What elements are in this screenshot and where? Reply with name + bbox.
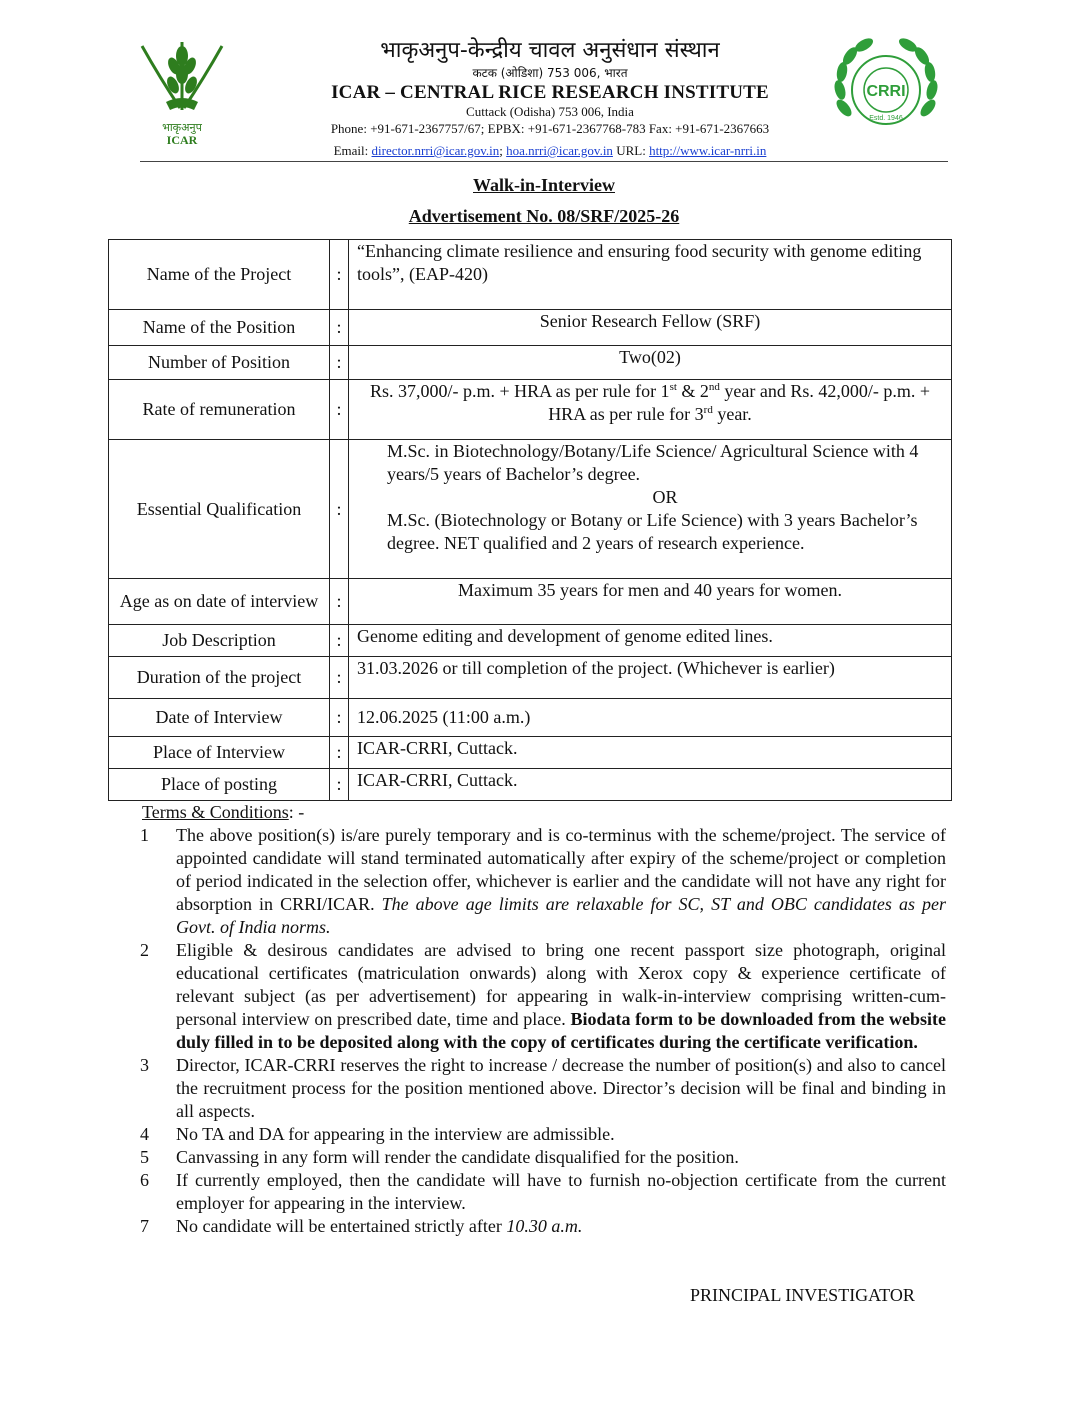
table-row (109, 346, 952, 380)
table-row (109, 737, 952, 769)
job-label: Job Description (109, 625, 330, 657)
document-title: Walk-in-Interview (473, 175, 615, 195)
table-row (109, 699, 952, 737)
icar-logo-text: ICAR (166, 133, 198, 146)
institute-name: ICAR – CENTRAL RICE RESEARCH INSTITUTE (331, 82, 769, 103)
colon: : (330, 310, 349, 346)
list-item: 1 The above position(s) is/are purely temporary and is co-terminus with the scheme/project. The service of appointed candidate will stand terminated automatically after expiry of the scheme/project or completion of period indicated in the selection offer, whichever is earlier and the candidate will not have any right for absorption in CRRI/ICAR. The above age limits are relaxable for SC, ST and OBC candidates as per Govt. of India norms. (140, 825, 946, 937)
table-row (109, 579, 952, 625)
project-label: Name of the Project (109, 240, 330, 310)
place-posting-label: Place of posting (109, 769, 330, 801)
icar-logo-hindi: भाकृअनुप (162, 121, 202, 134)
list-item: 7 No candidate will be entertained strictly after 10.30 a.m. (140, 1216, 583, 1236)
signature-block: PRINCIPAL INVESTIGATOR (690, 1285, 915, 1305)
email-separator: ; (499, 143, 503, 158)
url-label: URL: (616, 143, 646, 158)
table-row (109, 625, 952, 657)
remuneration-label: Rate of remuneration (109, 380, 330, 440)
hindi-subtitle: कटक (ओडिशा) 753 006, भारत (472, 66, 628, 80)
header-divider (140, 161, 948, 162)
terms-list (140, 824, 946, 1238)
qualification-option-1: M.Sc. in Biotechnology/Botany/Life Science/ Agricultural Science with 4 years/5 years of Bachelor’s degree. (387, 441, 919, 484)
place-interview-value: ICAR-CRRI, Cuttack. (349, 737, 952, 769)
institute-address: Cuttack (Odisha) 753 006, India (466, 104, 634, 119)
list-item: 2 Eligible & desirous candidates are advised to bring one recent passport size photograph, original educational certificates (matriculation onwards) along with Xerox copy & experience certificate of relevant subject (as per advertisement) for appearing in walk-in-interview comprising written-cum-personal interview on prescribed date, time and place. Biodata form to be downloaded from the website duly filled in to be deposited along with the copy of certificates during the certificate verification. (140, 940, 946, 1052)
email-link-director[interactable]: director.nrri@icar.gov.in (371, 143, 500, 158)
duration-label: Duration of the project (109, 657, 330, 699)
advertisement-number: Advertisement No. 08/SRF/2025-26 (408, 206, 680, 226)
colon: : (330, 579, 349, 625)
colon: : (330, 699, 349, 737)
qualification-option-2: M.Sc. (Biotechnology or Botany or Life Science) with 3 years Bachelor’s degree. NET qualified and 2 years of research experience. (387, 510, 918, 553)
place-posting-value: ICAR-CRRI, Cuttack. (349, 769, 952, 801)
colon: : (330, 440, 349, 579)
remuneration-value: Rs. 37,000/- p.m. + HRA as per rule for 1st & 2nd year and Rs. 42,000/- p.m. + HRA as per rule for 3rd year. (349, 380, 952, 440)
crri-logo-estd: Estd. 1946 (869, 115, 903, 122)
colon: : (330, 769, 349, 801)
job-value: Genome editing and development of genome edited lines. (349, 625, 952, 657)
qualification-value (349, 440, 952, 579)
date-label: Date of Interview (109, 699, 330, 737)
crri-logo-text: CRRI (866, 83, 906, 100)
number-value: Two(02) (349, 346, 952, 380)
list-item: 4 No TA and DA for appearing in the interview are admissible. (140, 1124, 615, 1144)
project-value: “Enhancing climate resilience and ensuring food security with genome editing tools”, (EAP-420) (349, 240, 952, 310)
email-link-hoa[interactable]: hoa.nrri@icar.gov.in (506, 143, 613, 158)
table-row (109, 310, 952, 346)
institute-phone: Phone: +91-671-2367757/67; EPBX: +91-671-2367768-783 Fax: +91-671-2367663 (330, 121, 770, 136)
table-row (109, 380, 952, 440)
hindi-title: भाकृअनुप-केन्द्रीय चावल अनुसंधान संस्थान (380, 38, 720, 63)
colon: : (330, 240, 349, 310)
table-row (109, 240, 952, 310)
details-table (108, 239, 952, 801)
age-label: Age as on date of interview (109, 579, 330, 625)
table-row (109, 769, 952, 801)
colon: : (330, 625, 349, 657)
number-label: Number of Position (109, 346, 330, 380)
colon: : (330, 346, 349, 380)
qualification-label: Essential Qualification (109, 440, 330, 579)
age-value: Maximum 35 years for men and 40 years for women. (349, 579, 952, 625)
website-link[interactable]: http://www.icar-nrri.in (649, 143, 767, 158)
table-row (109, 657, 952, 699)
position-label: Name of the Position (109, 310, 330, 346)
duration-value: 31.03.2026 or till completion of the project. (Whichever is earlier) (349, 657, 952, 699)
qualification-or: OR (652, 487, 678, 507)
colon: : (330, 737, 349, 769)
date-value: 12.06.2025 (11:00 a.m.) (349, 699, 952, 737)
place-interview-label: Place of Interview (109, 737, 330, 769)
colon: : (330, 380, 349, 440)
terms-heading: Terms & Conditions: - (142, 802, 305, 822)
list-item: 6 If currently employed, then the candidate will have to furnish no-objection certificate from the current employer for appearing in the interview. (140, 1170, 946, 1213)
list-item: 5 Canvassing in any form will render the candidate disqualified for the position. (140, 1147, 739, 1167)
institute-contact (210, 143, 890, 159)
email-label: Email: (333, 143, 369, 158)
table-row (109, 440, 952, 579)
list-item: 3 Director, ICAR-CRRI reserves the right to increase / decrease the number of position(s) and also to cancel the recruitment process for the position mentioned above. Director’s decision will be final and binding in all aspects. (140, 1055, 946, 1121)
position-value: Senior Research Fellow (SRF) (349, 310, 952, 346)
colon: : (330, 657, 349, 699)
